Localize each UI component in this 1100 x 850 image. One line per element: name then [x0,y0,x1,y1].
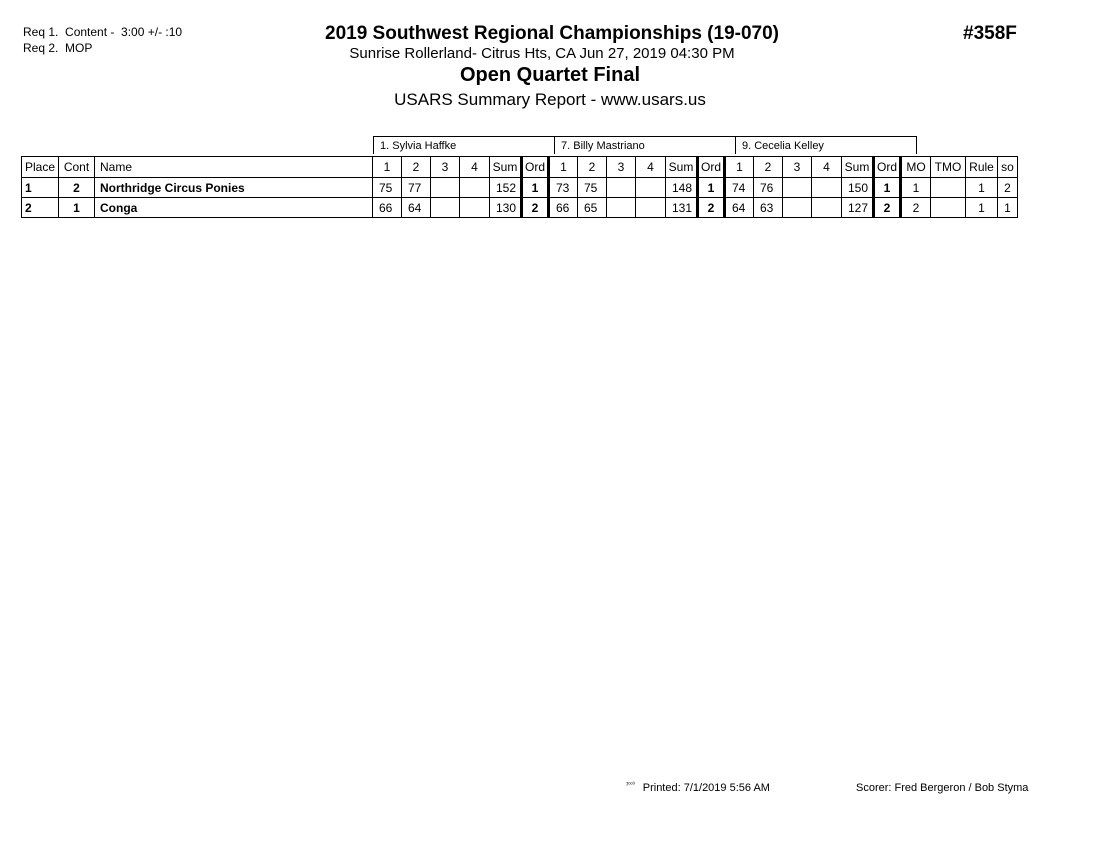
header-score: 3 [607,157,636,178]
header-tmo: TMO [931,157,966,178]
header-score: 1 [549,157,578,178]
header-so: so [998,157,1018,178]
sum-cell: 150 [842,178,874,198]
sum-cell: 127 [842,198,874,218]
location-line: Sunrise Rollerland- Citrus Hts, CA Jun 27, 2019 04:30 PM [349,45,735,62]
printed-timestamp: Printed: 7/1/2019 5:56 AM [642,782,770,794]
cont-cell: 2 [59,178,95,198]
ord-cell: 1 [698,178,725,198]
table-row [22,198,1018,218]
mo-cell: 2 [901,198,931,218]
score-cell: 76 [754,178,783,198]
ord-cell: 1 [522,178,549,198]
ord-cell: 2 [874,198,901,218]
score-cell [812,178,842,198]
results-table [21,156,1018,218]
header-score: 4 [812,157,842,178]
score-cell: 65 [578,198,607,218]
sum-cell: 131 [666,198,698,218]
event-title: 2019 Southwest Regional Championships (19-070) [325,23,779,44]
header-score: 4 [460,157,490,178]
header-rule: Rule [966,157,998,178]
judge-name: 1. Sylvia Haffke [374,137,555,155]
sum-cell: 130 [490,198,522,218]
header-sum: Sum [490,157,522,178]
header-score: 2 [578,157,607,178]
cont-cell: 1 [59,198,95,218]
so-cell: 1 [998,198,1018,218]
header-name: Name [95,157,373,178]
footer-mark: ᶾᵒᵒ³ [626,782,635,788]
judges-header [373,136,917,154]
header-score: 2 [754,157,783,178]
header-ord: Ord [522,157,549,178]
requirement-2: Req 2. MOP [23,41,93,55]
header-score: 1 [725,157,754,178]
rule-cell: 1 [966,198,998,218]
requirement-1: Req 1. Content - 3:00 +/- :10 [23,25,183,39]
score-cell [460,178,490,198]
mo-cell: 1 [901,178,931,198]
tmo-cell [931,198,966,218]
score-cell [636,198,666,218]
score-cell: 75 [578,178,607,198]
header-cont: Cont [59,157,95,178]
header-sum: Sum [842,157,874,178]
score-cell: 74 [725,178,754,198]
score-cell [812,198,842,218]
tmo-cell [931,178,966,198]
scorer-footer: Scorer: Fred Bergeron / Bob Styma [856,782,1029,794]
printed-footer [626,782,770,794]
score-cell [431,198,460,218]
ord-cell: 1 [874,178,901,198]
team-name-cell: Conga [95,198,373,218]
score-cell: 73 [549,178,578,198]
score-cell [783,198,812,218]
header-score: 3 [783,157,812,178]
score-cell: 64 [402,198,431,218]
header-score: 1 [373,157,402,178]
score-cell: 66 [373,198,402,218]
judge-name: 9. Cecelia Kelley [736,137,917,155]
table-row [22,178,1018,198]
place-cell: 2 [22,198,59,218]
header-row [22,157,1018,178]
score-cell: 63 [754,198,783,218]
sum-cell: 152 [490,178,522,198]
judge-name: 7. Billy Mastriano [555,137,736,155]
header-sum: Sum [666,157,698,178]
score-cell [460,198,490,218]
report-title: USARS Summary Report - www.usars.us [394,90,706,109]
score-cell [783,178,812,198]
score-cell [607,178,636,198]
team-name-cell: Northridge Circus Ponies [95,178,373,198]
header-score: 3 [431,157,460,178]
ord-cell: 2 [522,198,549,218]
score-cell: 66 [549,198,578,218]
score-cell [607,198,636,218]
score-cell: 64 [725,198,754,218]
event-name: Open Quartet Final [459,64,641,86]
event-number: #358F [963,23,1017,44]
header-score: 2 [402,157,431,178]
ord-cell: 2 [698,198,725,218]
place-cell: 1 [22,178,59,198]
rule-cell: 1 [966,178,998,198]
score-cell [636,178,666,198]
score-cell: 75 [373,178,402,198]
header-score: 4 [636,157,666,178]
header-mo: MO [901,157,931,178]
score-cell: 77 [402,178,431,198]
so-cell: 2 [998,178,1018,198]
header-ord: Ord [874,157,901,178]
header-ord: Ord [698,157,725,178]
sum-cell: 148 [666,178,698,198]
header-place: Place [22,157,59,178]
score-cell [431,178,460,198]
